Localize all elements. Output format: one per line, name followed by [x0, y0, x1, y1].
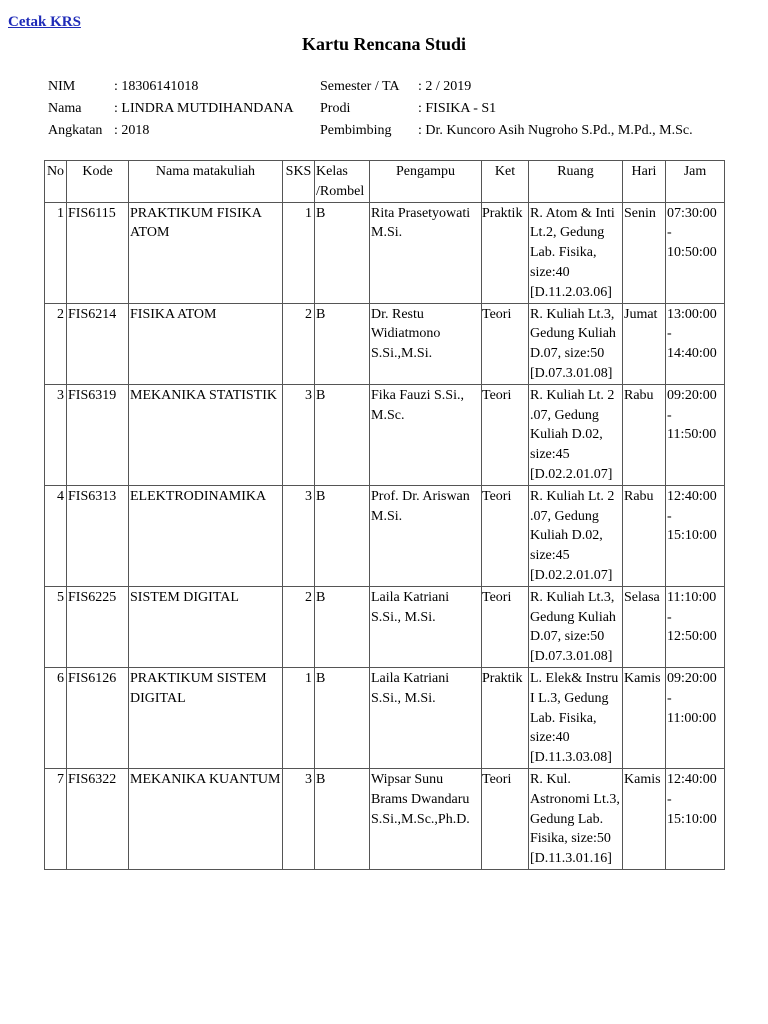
- cell-hari: Rabu: [623, 384, 666, 485]
- cell-ruang: R. Kuliah Lt.3, Gedung Kuliah D.07, size:50 [D.07.3.01.08]: [529, 303, 623, 384]
- cell-no: 2: [45, 303, 67, 384]
- cell-pengampu: Wipsar Sunu Brams Dwandaru S.Si.,M.Sc.,Ph.D.: [370, 768, 482, 869]
- table-row: [45, 303, 725, 384]
- cell-nama: PRAKTIKUM SISTEM DIGITAL: [129, 667, 283, 768]
- cell-kelas: B: [315, 384, 370, 485]
- table-row: [45, 667, 725, 768]
- cell-ket: Praktik: [482, 667, 529, 768]
- cell-pengampu: Laila Katriani S.Si., M.Si.: [370, 667, 482, 768]
- pembimbing-value: : Dr. Kuncoro Asih Nugroho S.Pd., M.Pd., M.Sc.: [418, 123, 693, 138]
- semester-label: Semester / TA: [320, 79, 400, 94]
- cell-no: 4: [45, 485, 67, 586]
- header-nama: Nama matakuliah: [129, 161, 283, 203]
- table-header-row: [45, 161, 725, 203]
- cell-kode: FIS6115: [67, 202, 129, 303]
- cell-hari: Kamis: [623, 768, 666, 869]
- nim-label: NIM: [48, 79, 76, 94]
- nama-value: : LINDRA MUTDIHANDANA: [114, 101, 294, 116]
- cell-jam: 09:20:00 - 11:00:00: [666, 667, 725, 768]
- table-row: [45, 202, 725, 303]
- cell-sks: 1: [283, 667, 315, 768]
- table-row: [45, 384, 725, 485]
- cell-nama: PRAKTIKUM FISIKA ATOM: [129, 202, 283, 303]
- cell-sks: 2: [283, 303, 315, 384]
- cell-pengampu: Rita Prasetyowati M.Si.: [370, 202, 482, 303]
- cell-jam: 11:10:00 - 12:50:00: [666, 586, 725, 667]
- cell-hari: Kamis: [623, 667, 666, 768]
- cell-nama: SISTEM DIGITAL: [129, 586, 283, 667]
- cell-ruang: R. Kuliah Lt. 2 .07, Gedung Kuliah D.02, size:45 [D.02.2.01.07]: [529, 485, 623, 586]
- table-row: [45, 768, 725, 869]
- cell-jam: 12:40:00 - 15:10:00: [666, 768, 725, 869]
- cell-sks: 3: [283, 768, 315, 869]
- header-kelas: Kelas /Rombel: [315, 161, 370, 203]
- krs-table: [44, 160, 725, 870]
- pembimbing-label: Pembimbing: [320, 123, 392, 138]
- cell-pengampu: Dr. Restu Widiatmono S.Si.,M.Si.: [370, 303, 482, 384]
- cell-ruang: R. Atom & Inti Lt.2, Gedung Lab. Fisika, size:40 [D.11.2.03.06]: [529, 202, 623, 303]
- cell-no: 5: [45, 586, 67, 667]
- header-kode: Kode: [67, 161, 129, 203]
- cell-no: 3: [45, 384, 67, 485]
- info-row-2: [48, 98, 748, 120]
- cell-nama: FISIKA ATOM: [129, 303, 283, 384]
- cetak-krs-link[interactable]: Cetak KRS: [8, 14, 81, 30]
- cell-ruang: R. Kul. Astronomi Lt.3, Gedung Lab. Fisika, size:50 [D.11.3.01.16]: [529, 768, 623, 869]
- cell-jam: 09:20:00 - 11:50:00: [666, 384, 725, 485]
- cell-ket: Teori: [482, 485, 529, 586]
- prodi-value: : FISIKA - S1: [418, 101, 497, 116]
- cell-pengampu: Fika Fauzi S.Si., M.Sc.: [370, 384, 482, 485]
- cell-ruang: R. Kuliah Lt. 2 .07, Gedung Kuliah D.02, size:45 [D.02.2.01.07]: [529, 384, 623, 485]
- cell-ket: Teori: [482, 768, 529, 869]
- cell-kelas: B: [315, 485, 370, 586]
- cell-kode: FIS6322: [67, 768, 129, 869]
- header-ket: Ket: [482, 161, 529, 203]
- cell-kode: FIS6126: [67, 667, 129, 768]
- cell-kelas: B: [315, 586, 370, 667]
- page-title: Kartu Rencana Studi: [301, 34, 467, 54]
- cell-sks: 2: [283, 586, 315, 667]
- cell-sks: 3: [283, 485, 315, 586]
- cell-ket: Teori: [482, 384, 529, 485]
- table-row: [45, 485, 725, 586]
- semester-value: : 2 / 2019: [418, 79, 472, 94]
- cell-nama: MEKANIKA STATISTIK: [129, 384, 283, 485]
- cell-kode: FIS6214: [67, 303, 129, 384]
- cell-no: 7: [45, 768, 67, 869]
- cell-jam: 12:40:00 - 15:10:00: [666, 485, 725, 586]
- cell-pengampu: Prof. Dr. Ariswan M.Si.: [370, 485, 482, 586]
- cell-no: 6: [45, 667, 67, 768]
- nim-value: : 18306141018: [114, 79, 199, 94]
- cell-kelas: B: [315, 202, 370, 303]
- cell-sks: 1: [283, 202, 315, 303]
- cell-hari: Selasa: [623, 586, 666, 667]
- cell-ruang: L. Elek& Instru I L.3, Gedung Lab. Fisika, size:40 [D.11.3.03.08]: [529, 667, 623, 768]
- cell-ket: Teori: [482, 586, 529, 667]
- angkatan-value: : 2018: [114, 123, 150, 138]
- header-sks: SKS: [283, 161, 315, 203]
- angkatan-label: Angkatan: [48, 123, 103, 138]
- cell-no: 1: [45, 202, 67, 303]
- header-jam: Jam: [666, 161, 725, 203]
- cell-hari: Rabu: [623, 485, 666, 586]
- cell-nama: MEKANIKA KUANTUM: [129, 768, 283, 869]
- cell-sks: 3: [283, 384, 315, 485]
- cell-kode: FIS6319: [67, 384, 129, 485]
- cell-pengampu: Laila Katriani S.Si., M.Si.: [370, 586, 482, 667]
- cell-ket: Praktik: [482, 202, 529, 303]
- cell-nama: ELEKTRODINAMIKA: [129, 485, 283, 586]
- cell-jam: 07:30:00 - 10:50:00: [666, 202, 725, 303]
- cell-kode: FIS6313: [67, 485, 129, 586]
- cell-hari: Jumat: [623, 303, 666, 384]
- header-no: No: [45, 161, 67, 203]
- prodi-label: Prodi: [320, 101, 351, 116]
- cell-ruang: R. Kuliah Lt.3, Gedung Kuliah D.07, size:50 [D.07.3.01.08]: [529, 586, 623, 667]
- cell-ket: Teori: [482, 303, 529, 384]
- cell-kode: FIS6225: [67, 586, 129, 667]
- header-pengampu: Pengampu: [370, 161, 482, 203]
- cell-jam: 13:00:00 - 14:40:00: [666, 303, 725, 384]
- info-row-3: [48, 120, 748, 142]
- header-hari: Hari: [623, 161, 666, 203]
- student-info: [48, 76, 748, 142]
- cell-hari: Senin: [623, 202, 666, 303]
- cell-kelas: B: [315, 303, 370, 384]
- header-ruang: Ruang: [529, 161, 623, 203]
- cell-kelas: B: [315, 667, 370, 768]
- table-row: [45, 586, 725, 667]
- cell-kelas: B: [315, 768, 370, 869]
- nama-label: Nama: [48, 101, 82, 116]
- info-row-1: [48, 76, 748, 98]
